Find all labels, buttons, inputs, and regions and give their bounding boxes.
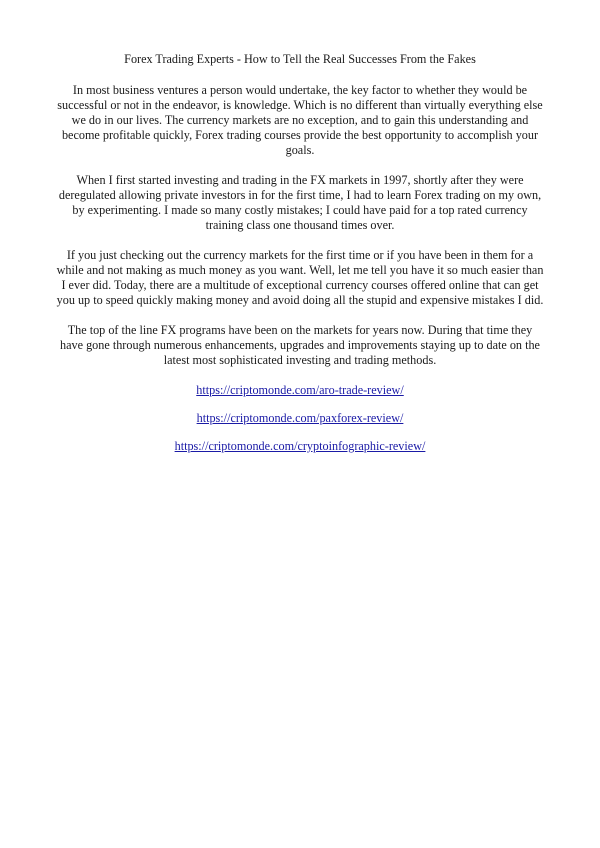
link-cryptoinfographic-review[interactable]: https://criptomonde.com/cryptoinfographic-review/: [174, 439, 426, 453]
document-page: [56, 52, 544, 467]
link-line-cryptoinfographic: [56, 439, 544, 454]
link-paxforex-review[interactable]: https://criptomonde.com/paxforex-review/: [196, 411, 404, 425]
link-line-paxforex: [56, 411, 544, 426]
link-line-aro-trade: [56, 383, 544, 398]
link-aro-trade-review[interactable]: https://criptomonde.com/aro-trade-review/: [196, 383, 404, 397]
paragraph-experience: When I first started investing and trading in the FX markets in 1997, shortly after they were deregulated allowing private investors in for the first time, I had to learn Forex trading on my own, by experimenting. I made so many costly mistakes; I could have paid for a top rated currency training class one thousand times over.: [58, 173, 542, 232]
paragraph-knowledge: In most business ventures a person would undertake, the key factor to whether they would be successful or not in the endeavor, is knowledge. Which is no different than virtually everything else we do in our lives. The currency markets are no exception, and to gain this understanding and become profitable quickly, Forex trading courses provide the best opportunity to accomplish your goals.: [57, 83, 543, 157]
paragraph-programs: The top of the line FX programs have been on the markets for years now. During that time they have gone through numerous enhancements, upgrades and improvements staying up to date on the latest most sophisticated investing and trading methods.: [60, 323, 540, 367]
paragraph-beginners: If you just checking out the currency markets for the first time or if you have been in them for a while and not making as much money as you want. Well, let me tell you have it so much easier than I ever did. Today, there are a multitude of exceptional currency courses offered online that can get you up to speed quickly making money and avoid doing all the stupid and expensive mistakes I did.: [56, 248, 544, 307]
document-title: Forex Trading Experts - How to Tell the Real Successes From the Fakes: [124, 52, 476, 66]
